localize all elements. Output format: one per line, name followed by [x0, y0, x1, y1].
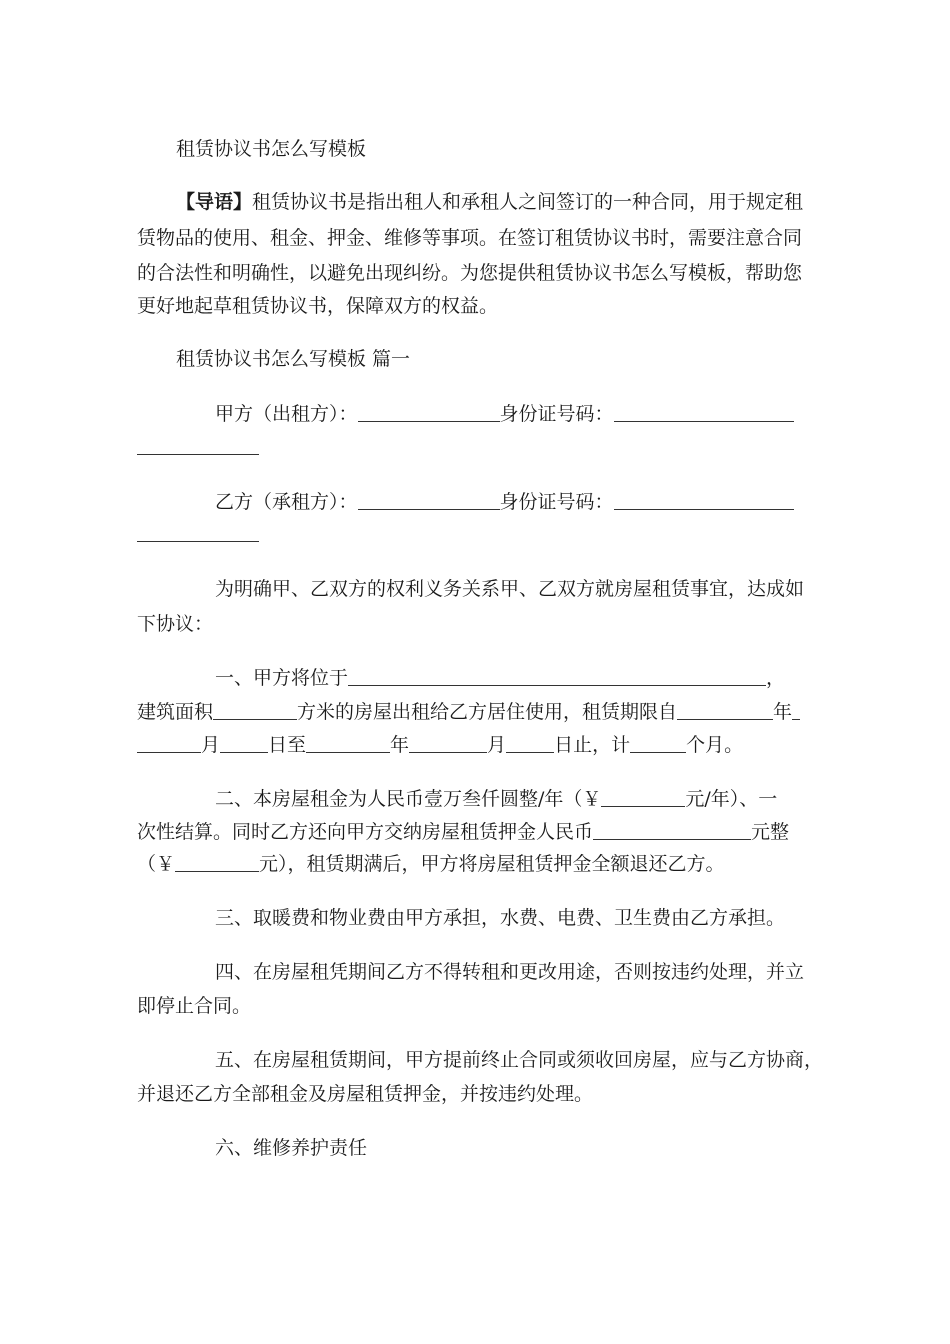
clause-1-text: 日至	[268, 734, 307, 756]
doc-title: 租赁协议书怎么写模板	[176, 138, 367, 160]
clause-2-text: 二、本房屋租金为人民币壹万叁仟圆整/年（￥	[215, 788, 602, 810]
start-day-blank[interactable]	[220, 734, 268, 753]
intro-line-3: 的合法性和明确性，以避免出现纠纷。为您提供租赁协议书怎么写模板，帮助您	[137, 262, 803, 284]
party-b-line	[215, 490, 794, 514]
clause-6-heading: 六、维修养护责任	[215, 1137, 368, 1159]
intro-line-1	[176, 190, 803, 214]
party-b-label: 乙方（承租方）：	[215, 491, 358, 513]
clause-4-line-2: 即停止合同。	[137, 995, 252, 1017]
party-a-id-label: 身份证号码：	[499, 403, 614, 425]
party-a-id-blank-cont[interactable]	[137, 454, 259, 455]
intro-text: 租赁协议书是指出租人和承租人之间签订的一种合同，用于规定租	[252, 191, 804, 213]
party-a-label: 甲方（出租方）：	[215, 403, 358, 425]
party-a-line	[215, 402, 794, 426]
preamble-line-1: 为明确甲、乙双方的权利义务关系甲、乙双方就房屋租赁事宜，达成如	[215, 578, 805, 600]
party-b-name-blank[interactable]	[358, 491, 500, 510]
clause-1-text: 个月。	[686, 734, 744, 756]
clause-1-text: 日止，计	[554, 734, 631, 756]
clause-5-line-1: 五、在房屋租赁期间，甲方提前终止合同或须收回房屋，应与乙方协商，	[215, 1049, 824, 1071]
clause-4-line-1: 四、在房屋租凭期间乙方不得转租和更改用途，否则按违约处理，并立	[215, 961, 805, 983]
party-a-name-blank[interactable]	[358, 403, 500, 422]
clause-1-line-3	[137, 733, 743, 757]
section-title: 租赁协议书怎么写模板 篇一	[176, 348, 411, 370]
clause-2-line-3	[137, 852, 725, 876]
clause-1-text: 年	[773, 701, 793, 723]
intro-bracket-label: 【导语】	[176, 191, 253, 213]
party-a-id-blank[interactable]	[614, 403, 794, 422]
clause-2-text: 元），租赁期满后，甲方将房屋租赁押金全额退还乙方。	[259, 853, 725, 875]
start-month-blank[interactable]	[137, 734, 201, 753]
end-day-blank[interactable]	[506, 734, 554, 753]
clause-1-text: 年	[390, 734, 410, 756]
months-blank[interactable]	[630, 734, 686, 753]
clause-3: 三、取暖费和物业费由甲方承担，水费、电费、卫生费由乙方承担。	[215, 907, 786, 929]
start-year-blank[interactable]	[677, 701, 773, 720]
clause-1-comma: ，	[766, 667, 786, 689]
clause-1-text: 方米的房屋出租给乙方居住使用，租赁期限自	[297, 701, 678, 723]
clause-1-text: 月	[487, 734, 507, 756]
area-blank[interactable]	[213, 701, 297, 720]
clause-2-line-2	[137, 820, 789, 844]
party-b-id-label: 身份证号码：	[499, 491, 614, 513]
end-month-blank[interactable]	[409, 734, 487, 753]
clause-1-text: 建筑面积	[137, 701, 214, 723]
deposit-yuan-blank[interactable]	[175, 853, 259, 872]
preamble-line-2: 下协议：	[137, 613, 214, 635]
clause-5-line-2: 并退还乙方全部租金及房屋租赁押金，并按违约处理。	[137, 1083, 594, 1105]
clause-2-line-1	[215, 787, 777, 811]
clause-1-line-1	[215, 666, 785, 690]
deposit-amount-blank[interactable]	[593, 821, 751, 840]
intro-line-4: 更好地起草租赁协议书，保障双方的权益。	[137, 295, 499, 317]
annual-rent-blank[interactable]	[601, 788, 685, 807]
clause-1-line-2	[137, 700, 800, 724]
party-b-id-blank-cont[interactable]	[137, 541, 259, 542]
party-b-id-blank[interactable]	[614, 491, 794, 510]
clause-2-text: 次性结算。同时乙方还向甲方交纳房屋租赁押金人民币	[137, 821, 594, 843]
property-location-blank[interactable]	[348, 667, 766, 686]
clause-1-text: 月	[201, 734, 221, 756]
clause-2-text: 元整	[751, 821, 790, 843]
clause-2-text: （￥	[137, 853, 176, 875]
clause-2-text: 元/年）、一	[685, 788, 778, 810]
intro-line-2: 赁物品的使用、租金、押金、维修等事项。在签订租赁协议书时，需要注意合同	[137, 227, 803, 249]
end-year-blank[interactable]	[306, 734, 390, 753]
start-month-blank-start[interactable]	[792, 701, 800, 720]
clause-1-text: 一、甲方将位于	[215, 667, 349, 689]
